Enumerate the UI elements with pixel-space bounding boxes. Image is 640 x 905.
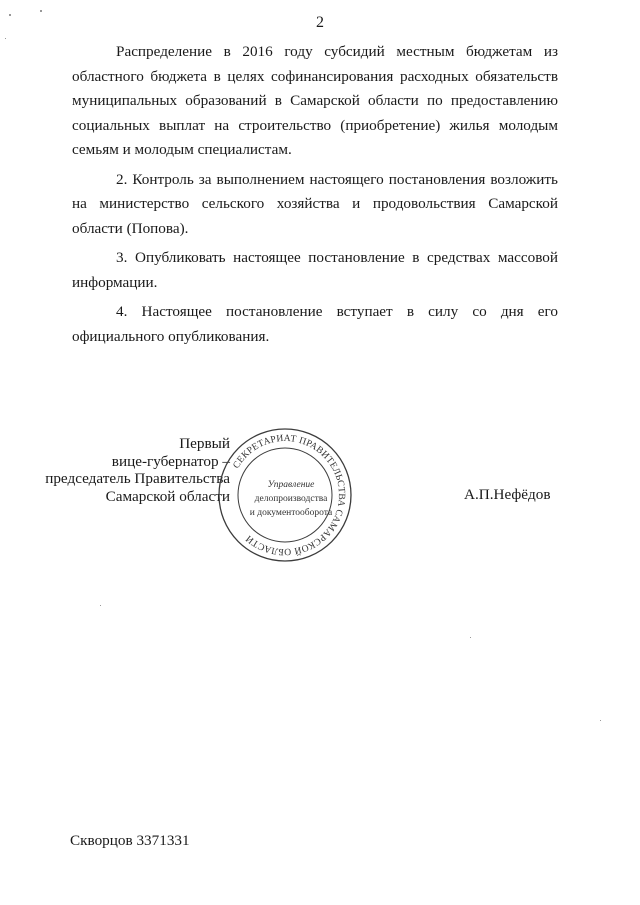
signatory-title-line: Самарской области: [105, 487, 230, 505]
scan-speck: [40, 10, 42, 12]
signatory-title: [40, 435, 230, 505]
scan-speck: [600, 720, 601, 721]
scan-speck: [100, 605, 101, 606]
scan-speck: [9, 14, 11, 16]
scan-speck: [5, 38, 6, 39]
paragraph-1: Распределение в 2016 году субсидий местным бюджетам из областного бюджета в целях софинансирования расходных обязательств муниципальных образований в Самарской области по предоставлению социальных выплат на строительство (приобретение) жилья молодым семьям и молодым специалистам.: [72, 43, 558, 158]
page-number: 2: [316, 14, 324, 31]
paragraph-2: 2. Контроль за выполнением настоящего постановления возложить на министерство сельского хозяйства и продовольствия Самарской области (Попова).: [72, 170, 558, 237]
document-body: [72, 40, 558, 354]
signatory-title-line: Первый: [179, 435, 230, 452]
paragraph-4: 4. Настоящее постановление вступает в силу со дня его официального опубликования.: [72, 303, 558, 345]
scan-speck: [470, 637, 471, 638]
stamp-inner-line: и документооборота: [249, 508, 333, 518]
official-stamp: [215, 425, 355, 565]
stamp-inner-line: делопроизводства: [254, 494, 328, 504]
signatory-title-line: председатель Правительства: [45, 470, 230, 487]
signatory-name: А.П.Нефёдов: [464, 486, 551, 503]
stamp-outer-text: СЕКРЕТАРИАТ ПРАВИТЕЛЬСТВА САМАРСКОЙ ОБЛАСТИ: [230, 432, 348, 558]
stamp-inner-line: Управление: [267, 480, 315, 490]
signatory-title-line: вице-губернатор –: [111, 452, 230, 470]
paragraph-3: 3. Опубликовать настоящее постановление в средствах массовой информации.: [72, 249, 558, 291]
executor-note: Скворцов 3371331: [70, 832, 190, 849]
